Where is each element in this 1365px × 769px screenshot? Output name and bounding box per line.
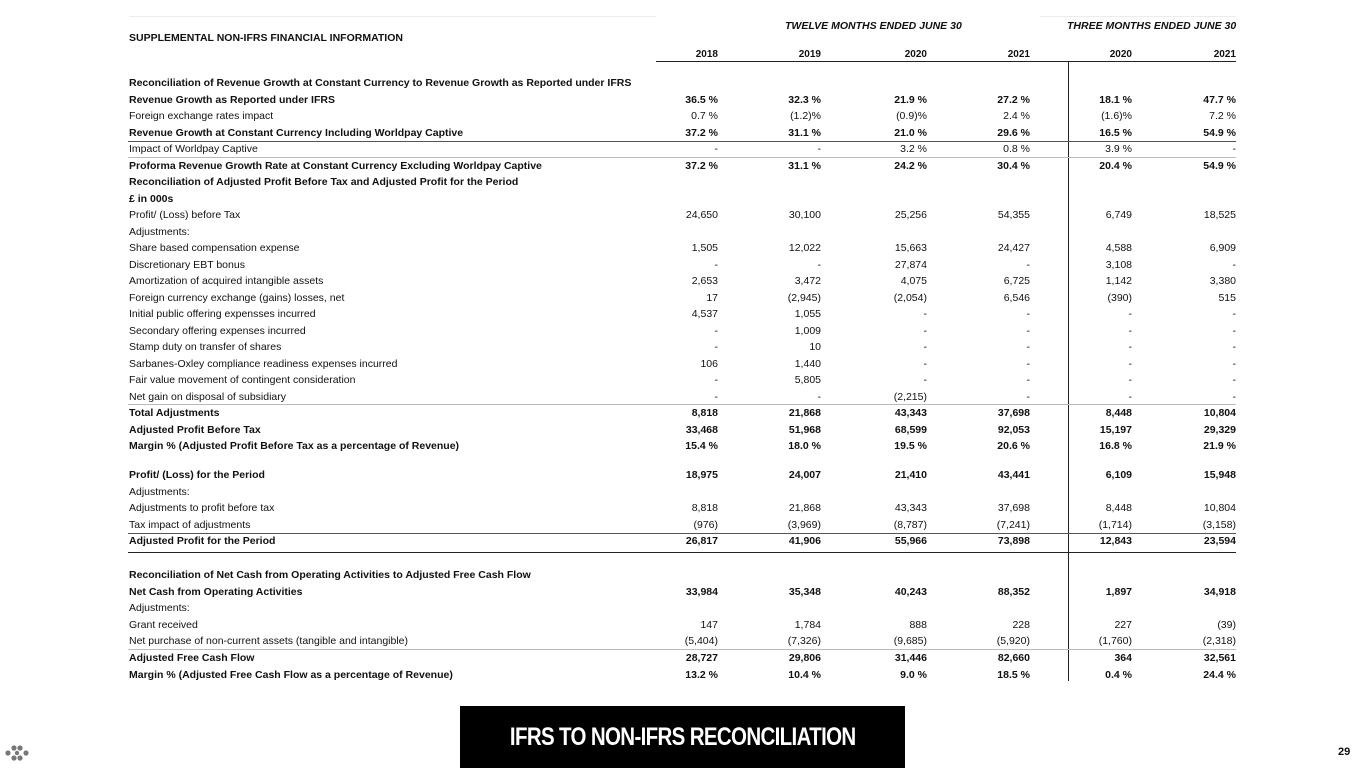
row-value: - [714, 341, 718, 353]
section-title: SUPPLEMENTAL NON-IFRS FINANCIAL INFORMATION [129, 32, 403, 44]
row-label: Reconciliation of Adjusted Profit Before Tax and Adjusted Profit for the Period [129, 176, 519, 188]
row-value: 24.2 % [894, 160, 927, 172]
table-row [0, 405, 1365, 421]
row-value: (8,787) [893, 519, 927, 531]
row-value: (0.9)% [896, 110, 927, 122]
row-value: - [1026, 391, 1030, 403]
row-value: 55,966 [894, 535, 927, 547]
row-value: - [1026, 308, 1030, 320]
row-value: 8,818 [691, 502, 718, 514]
row-value: - [817, 391, 821, 403]
row-value: 36.5 % [685, 94, 718, 106]
row-value: 37,698 [997, 502, 1030, 514]
row-rule [128, 404, 1236, 405]
row-label: Profit/ (Loss) before Tax [129, 209, 241, 221]
row-value: - [1232, 341, 1236, 353]
row-value: 73,898 [997, 535, 1030, 547]
row-value: 15,197 [1099, 424, 1132, 436]
row-value: 3,472 [794, 275, 821, 287]
banner-text: IFRS TO NON-IFRS RECONCILIATION [509, 722, 856, 751]
row-value: - [1026, 259, 1030, 271]
row-value: 1,009 [794, 325, 821, 337]
row-value: (2,054) [893, 292, 927, 304]
row-value: - [1026, 325, 1030, 337]
row-label: Adjusted Free Cash Flow [129, 652, 255, 664]
table-row [0, 290, 1365, 306]
row-label: Net gain on disposal of subsidiary [129, 391, 287, 403]
table-row [0, 125, 1365, 141]
row-value: 21,868 [788, 502, 821, 514]
row-value: - [923, 341, 927, 353]
row-value: 3,380 [1209, 275, 1236, 287]
row-value: 8,448 [1105, 407, 1132, 419]
row-value: 17 [706, 292, 718, 304]
row-value: (9,685) [893, 635, 927, 647]
row-label: Margin % (Adjusted Free Cash Flow as a percentage of Revenue) [129, 669, 453, 681]
row-label: Adjustments: [129, 602, 190, 614]
row-value: 32,561 [1203, 652, 1236, 664]
row-value: - [1232, 308, 1236, 320]
header-top-rule-right [1040, 16, 1236, 17]
row-rule [128, 157, 1236, 158]
row-value: 3,108 [1105, 259, 1132, 271]
row-value: 10,804 [1203, 407, 1236, 419]
row-value: 43,343 [894, 502, 927, 514]
year-header: 2021 [1213, 49, 1236, 60]
table-row [0, 174, 1365, 190]
row-value: (5,404) [684, 635, 718, 647]
table-row [0, 92, 1365, 108]
row-value: 24.4 % [1203, 669, 1236, 681]
row-value: 0.7 % [691, 110, 718, 122]
row-value: 26,817 [685, 535, 718, 547]
row-value: 1,055 [794, 308, 821, 320]
row-value: (2,318) [1202, 635, 1236, 647]
row-value: 147 [700, 619, 718, 631]
row-value: 6,109 [1105, 469, 1132, 481]
table-row [0, 567, 1365, 583]
table-row [0, 467, 1365, 483]
row-value: (7,326) [787, 635, 821, 647]
row-value: - [714, 143, 718, 155]
row-value: 7.2 % [1209, 110, 1236, 122]
row-label: Tax impact of adjustments [129, 519, 251, 531]
row-label: Revenue Growth as Reported under IFRS [129, 94, 335, 106]
row-value: 23,594 [1203, 535, 1236, 547]
table-row [0, 484, 1365, 500]
row-label: Discretionary EBT bonus [129, 259, 245, 271]
table-row [0, 339, 1365, 355]
row-label: Profit/ (Loss) for the Period [129, 469, 265, 481]
row-value: 13.2 % [685, 669, 718, 681]
row-value: 31.1 % [788, 160, 821, 172]
row-value: 2.4 % [1003, 110, 1030, 122]
row-value: 21.9 % [1203, 440, 1236, 452]
row-value: 37.2 % [685, 160, 718, 172]
row-value: 51,968 [788, 424, 821, 436]
table-row [0, 438, 1365, 454]
row-value: 15,948 [1203, 469, 1236, 481]
row-value: 9.0 % [900, 669, 927, 681]
table-row [0, 422, 1365, 438]
row-value: 33,468 [685, 424, 718, 436]
row-label: Revenue Growth at Constant Currency Including Worldpay Captive [129, 127, 464, 139]
row-value: 4,537 [691, 308, 718, 320]
row-value: 18,525 [1203, 209, 1236, 221]
row-value: 54.9 % [1203, 160, 1236, 172]
row-value: - [923, 308, 927, 320]
row-value: (390) [1107, 292, 1132, 304]
row-label: Foreign exchange rates impact [129, 110, 274, 122]
table-row [0, 191, 1365, 207]
row-value: - [1232, 143, 1236, 155]
table-row [0, 141, 1365, 157]
row-value: 10.4 % [788, 669, 821, 681]
row-label: Adjusted Profit Before Tax [129, 424, 261, 436]
row-value: - [923, 374, 927, 386]
row-value: - [1026, 358, 1030, 370]
row-value: 68,599 [894, 424, 927, 436]
row-value: 8,448 [1105, 502, 1132, 514]
table-row [0, 584, 1365, 600]
row-value: 21.0 % [894, 127, 927, 139]
year-header: 2020 [1109, 49, 1132, 60]
row-value: - [1128, 308, 1132, 320]
row-value: - [1026, 374, 1030, 386]
row-value: 25,256 [894, 209, 927, 221]
row-value: - [1232, 259, 1236, 271]
row-value: 21,410 [894, 469, 927, 481]
table-row [0, 389, 1365, 405]
row-value: 18.1 % [1099, 94, 1132, 106]
row-label: Reconciliation of Revenue Growth at Constant Currency to Revenue Growth as Reported under IFRS [129, 77, 632, 89]
row-value: 31.1 % [788, 127, 821, 139]
table-row [0, 75, 1365, 91]
row-value: - [714, 391, 718, 403]
row-value: (2,945) [787, 292, 821, 304]
row-value: 3.9 % [1105, 143, 1132, 155]
row-value: 35,348 [788, 586, 821, 598]
row-value: - [1232, 358, 1236, 370]
row-value: 88,352 [997, 586, 1030, 598]
row-label: Initial public offering expensses incurred [129, 308, 316, 320]
row-value: 30.4 % [997, 160, 1030, 172]
row-value: 29,329 [1203, 424, 1236, 436]
row-value: 32.3 % [788, 94, 821, 106]
row-label: Grant received [129, 619, 198, 631]
row-value: 16.8 % [1099, 440, 1132, 452]
row-value: 18.0 % [788, 440, 821, 452]
row-value: 18.5 % [997, 669, 1030, 681]
table-row [0, 617, 1365, 633]
row-value: (3,969) [787, 519, 821, 531]
row-value: 40,243 [894, 586, 927, 598]
row-value: 4,075 [900, 275, 927, 287]
row-label: Net Cash from Operating Activities [129, 586, 303, 598]
row-value: 21.9 % [894, 94, 927, 106]
row-value: 37.2 % [685, 127, 718, 139]
year-header: 2019 [798, 49, 821, 60]
row-value: - [714, 325, 718, 337]
row-label: Adjusted Profit for the Period [129, 535, 276, 547]
row-value: 43,343 [894, 407, 927, 419]
row-label: Adjustments: [129, 486, 190, 498]
row-value: - [1232, 325, 1236, 337]
row-value: 24,427 [997, 242, 1030, 254]
row-value: 10,804 [1203, 502, 1236, 514]
row-value: 1,142 [1105, 275, 1132, 287]
row-value: 24,007 [788, 469, 821, 481]
table-row [0, 667, 1365, 683]
row-value: - [1128, 341, 1132, 353]
row-label: Adjustments to profit before tax [129, 502, 275, 514]
row-value: (5,920) [996, 635, 1030, 647]
table-row [0, 158, 1365, 174]
row-label: Secondary offering expenses incurred [129, 325, 306, 337]
row-value: 6,725 [1003, 275, 1030, 287]
row-rule [128, 141, 1236, 142]
row-value: 0.4 % [1105, 669, 1132, 681]
year-header: 2020 [904, 49, 927, 60]
row-value: 6,909 [1209, 242, 1236, 254]
row-value: - [714, 374, 718, 386]
table-row [0, 257, 1365, 273]
row-value: 29,806 [788, 652, 821, 664]
row-value: 27.2 % [997, 94, 1030, 106]
year-header: 2021 [1007, 49, 1030, 60]
row-value: - [817, 259, 821, 271]
table-row [0, 500, 1365, 516]
row-label: Net purchase of non-current assets (tangible and intangible) [129, 635, 408, 647]
row-value: - [1232, 374, 1236, 386]
table-row [0, 356, 1365, 372]
row-value: - [923, 325, 927, 337]
row-value: 33,984 [685, 586, 718, 598]
row-label: Margin % (Adjusted Profit Before Tax as a percentage of Revenue) [129, 440, 460, 452]
table-row [0, 207, 1365, 223]
row-value: 2,653 [691, 275, 718, 287]
period-three-months: THREE MONTHS ENDED JUNE 30 [1067, 20, 1237, 32]
row-label: Sarbanes-Oxley compliance readiness expenses incurred [129, 358, 398, 370]
table-row [0, 372, 1365, 388]
section-rule [128, 552, 1236, 553]
row-label: Amortization of acquired intangible assets [129, 275, 324, 287]
row-value: 43,441 [997, 469, 1030, 481]
table-row [0, 633, 1365, 649]
row-value: 15,663 [894, 242, 927, 254]
row-value: 1,784 [794, 619, 821, 631]
row-value: (3,158) [1202, 519, 1236, 531]
row-value: 364 [1114, 652, 1132, 664]
row-label: Adjustments: [129, 226, 190, 238]
row-rule [128, 649, 1236, 650]
row-value: 12,843 [1099, 535, 1132, 547]
row-label: Proforma Revenue Growth Rate at Constant Currency Excluding Worldpay Captive [129, 160, 542, 172]
header-rule [656, 61, 1236, 62]
row-value: 10 [809, 341, 821, 353]
row-value: 8,818 [691, 407, 718, 419]
row-value: (1,760) [1098, 635, 1132, 647]
row-value: (39) [1217, 619, 1236, 631]
row-value: 30,100 [788, 209, 821, 221]
row-value: 54,355 [997, 209, 1030, 221]
row-value: (976) [693, 519, 718, 531]
row-value: 0.8 % [1003, 143, 1030, 155]
row-value: 24,650 [685, 209, 718, 221]
row-value: 1,440 [794, 358, 821, 370]
row-value: 3.2 % [900, 143, 927, 155]
row-value: 15.4 % [685, 440, 718, 452]
row-value: 37,698 [997, 407, 1030, 419]
row-value: 29.6 % [997, 127, 1030, 139]
year-header: 2018 [695, 49, 718, 60]
row-label: Stamp duty on transfer of shares [129, 341, 282, 353]
row-label: Share based compensation expense [129, 242, 300, 254]
row-label: Fair value movement of contingent consideration [129, 374, 356, 386]
slide-banner [460, 706, 905, 768]
row-value: (1.2)% [790, 110, 821, 122]
row-label: £ in 000s [129, 193, 174, 205]
row-value: 18,975 [685, 469, 718, 481]
row-value: (2,215) [893, 391, 927, 403]
table-row [0, 650, 1365, 666]
row-value: 1,505 [691, 242, 718, 254]
table-row [0, 533, 1365, 549]
row-value: 5,805 [794, 374, 821, 386]
row-value: 228 [1012, 619, 1030, 631]
row-value: - [714, 259, 718, 271]
row-value: 515 [1218, 292, 1236, 304]
row-value: 16.5 % [1099, 127, 1132, 139]
table-row [0, 600, 1365, 616]
row-value: 31,446 [894, 652, 927, 664]
row-value: 20.4 % [1099, 160, 1132, 172]
row-value: 4,588 [1105, 242, 1132, 254]
row-value: 21,868 [788, 407, 821, 419]
page-number: 29 [1338, 746, 1351, 758]
row-value: - [1128, 391, 1132, 403]
row-label: Reconciliation of Net Cash from Operating Activities to Adjusted Free Cash Flow [129, 569, 531, 581]
row-label: Foreign currency exchange (gains) losses, net [129, 292, 345, 304]
table-row [0, 224, 1365, 240]
row-label: Impact of Worldpay Captive [129, 143, 258, 155]
table-row [0, 306, 1365, 322]
row-value: (1.6)% [1101, 110, 1132, 122]
row-value: 888 [909, 619, 927, 631]
dots-logo-icon [4, 742, 30, 764]
row-value: 34,918 [1203, 586, 1236, 598]
row-label: Total Adjustments [129, 407, 220, 419]
row-value: 1,897 [1105, 586, 1132, 598]
row-value: - [1128, 374, 1132, 386]
row-value: 12,022 [788, 242, 821, 254]
row-value: 41,906 [788, 535, 821, 547]
row-value: 54.9 % [1203, 127, 1236, 139]
row-value: - [1232, 391, 1236, 403]
row-value: 82,660 [997, 652, 1030, 664]
row-rule [128, 533, 1236, 534]
table-row [0, 323, 1365, 339]
table-row [0, 240, 1365, 256]
row-value: 6,546 [1003, 292, 1030, 304]
period-twelve-months: TWELVE MONTHS ENDED JUNE 30 [785, 20, 962, 32]
row-value: 20.6 % [997, 440, 1030, 452]
row-value: 19.5 % [894, 440, 927, 452]
row-value: - [923, 358, 927, 370]
table-row [0, 273, 1365, 289]
table-row [0, 517, 1365, 533]
row-value: 92,053 [997, 424, 1030, 436]
row-value: 106 [700, 358, 718, 370]
row-value: 47.7 % [1203, 94, 1236, 106]
row-value: - [817, 143, 821, 155]
header-top-rule [129, 16, 656, 17]
table-row [0, 108, 1365, 124]
row-value: 227 [1114, 619, 1132, 631]
row-value: (1,714) [1098, 519, 1132, 531]
row-value: 27,874 [894, 259, 927, 271]
row-value: - [1128, 358, 1132, 370]
row-value: - [1026, 341, 1030, 353]
row-value: - [1128, 325, 1132, 337]
row-value: 6,749 [1105, 209, 1132, 221]
row-value: (7,241) [996, 519, 1030, 531]
row-value: 28,727 [685, 652, 718, 664]
